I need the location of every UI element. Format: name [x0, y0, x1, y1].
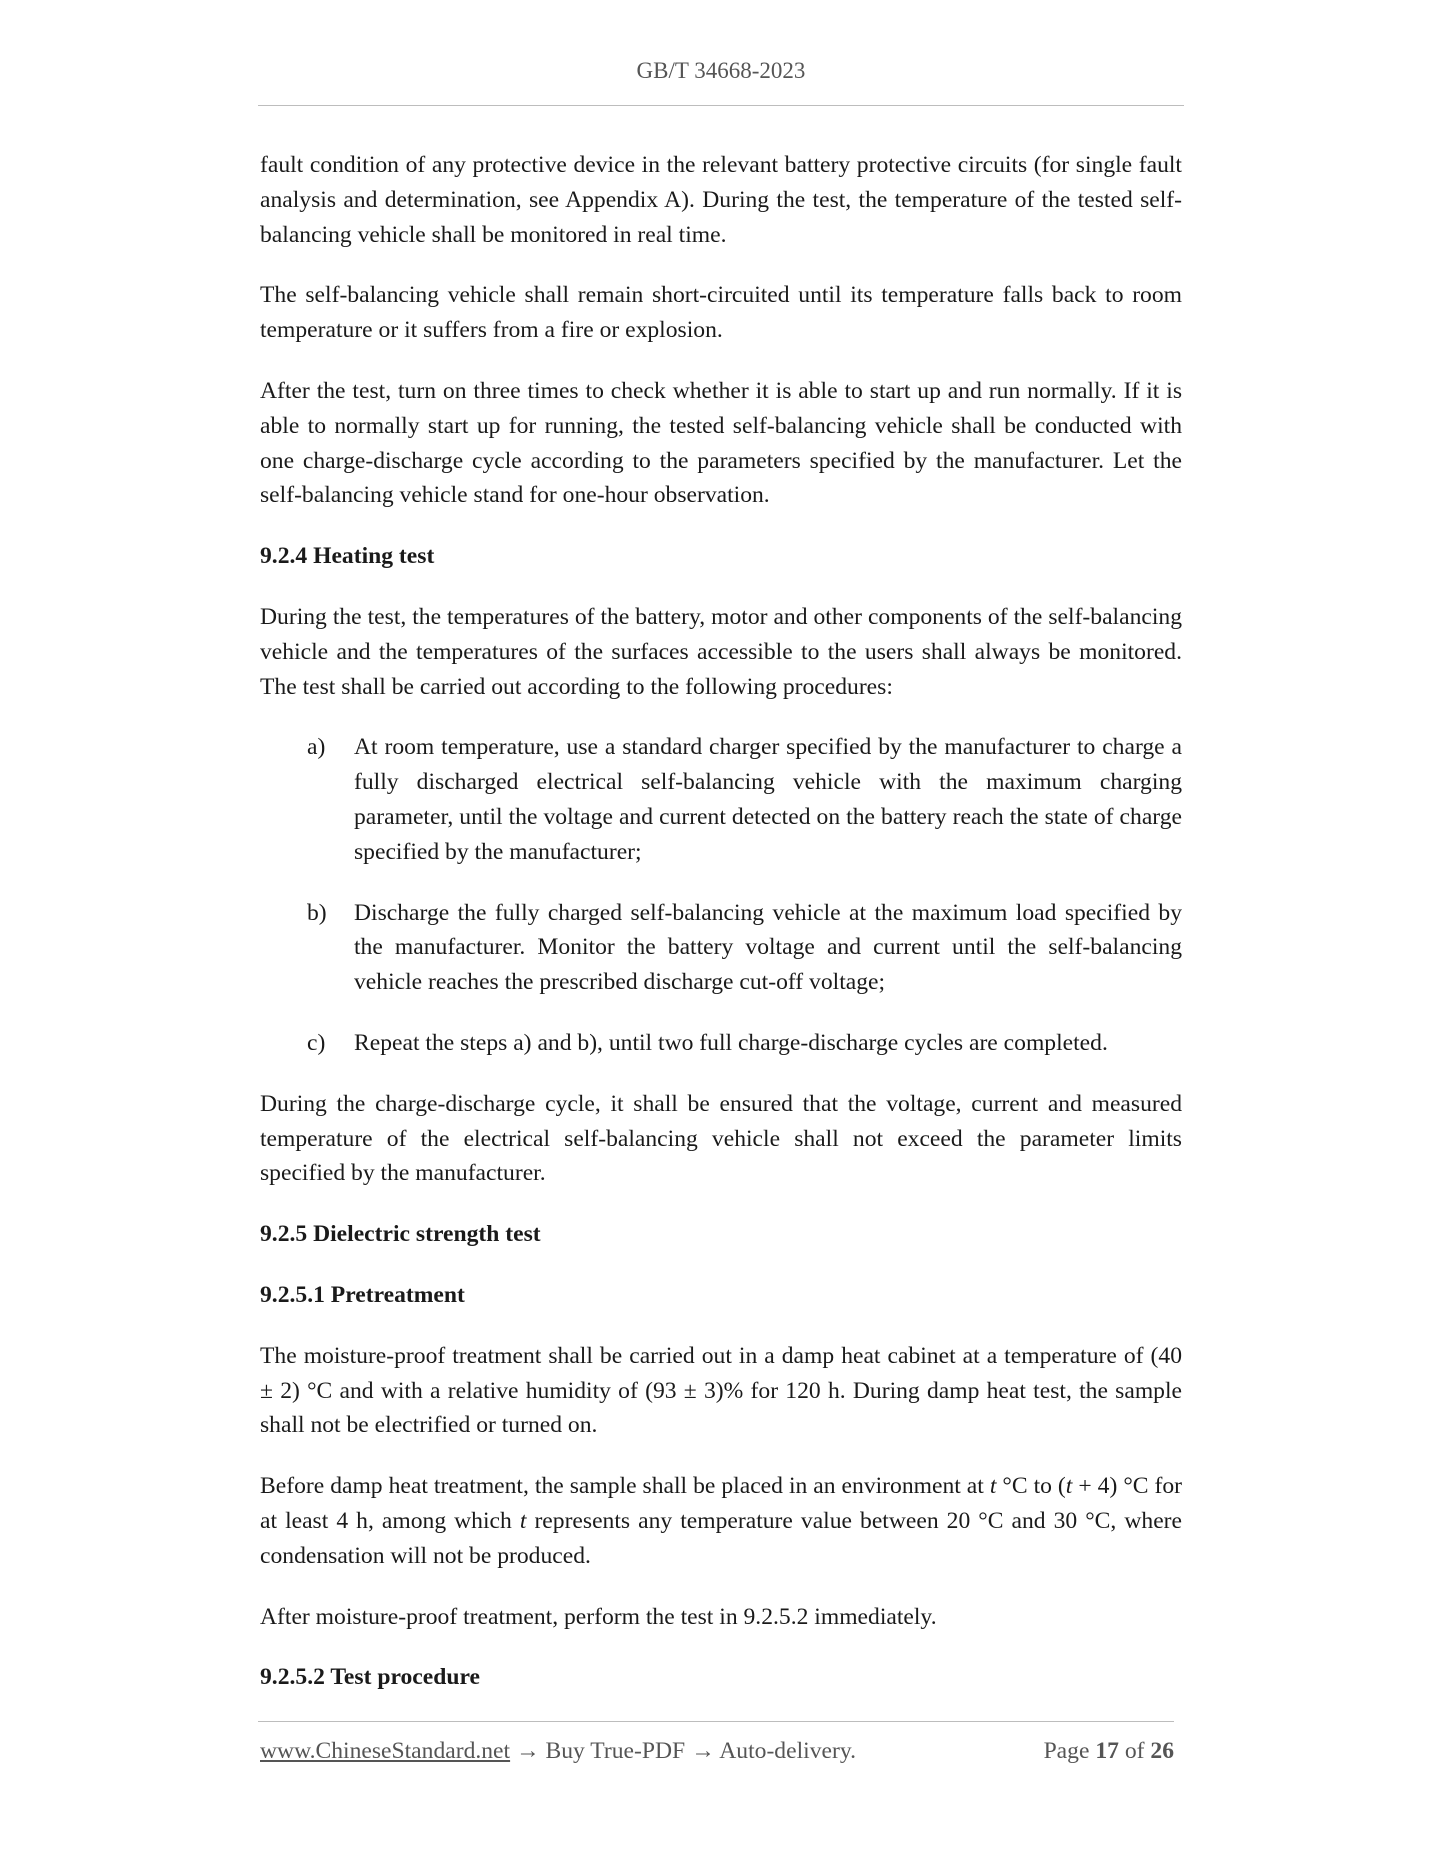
page-body: [260, 148, 1182, 1721]
paragraph-moisture-proof: The moisture-proof treatment shall be carried out in a damp heat cabinet at a temperature of (40 ± 2) °C and with a relative humidity of (93 ± 3)% for 120 h. During damp heat test, the sample shall not be electrified or turned on.: [260, 1342, 1182, 1439]
variable-t: t: [519, 1507, 527, 1534]
variable-t: t: [1065, 1473, 1073, 1500]
header-divider: [258, 105, 1184, 106]
paragraph-after-moisture: After moisture-proof treatment, perform the test in 9.2.5.2 immediately.: [260, 1603, 937, 1630]
text-run: + 4) °C for at least 4 h, among which: [260, 1473, 1183, 1534]
list-marker: c): [307, 1029, 326, 1056]
paragraph-fault-condition: fault condition of any protective device in the relevant battery protective circuits (for single fault analysis and determination, see Appendix A). During the test, the temperature of the tested self-balancing vehicle shall be monitored in real time.: [260, 152, 1182, 248]
list-item-b: [260, 896, 1182, 1000]
current-page: 17: [1095, 1738, 1119, 1764]
paragraph-after-test: After the test, turn on three times to check whether it is able to start up and run normally. If it is able to normally start up for running, the tested self-balancing vehicle shall be conducted with one charge-discharge cycle according to the parameters specified by the manufacturer. Let the self-balancing vehicle stand for one-hour observation.: [260, 377, 1182, 509]
page-label: Page: [1043, 1738, 1090, 1764]
list-text: Discharge the fully charged self-balancing vehicle at the maximum load specified by the manufacturer. Monitor the battery voltage and current until the self-balancing vehicle reaches the prescribed discharge cut-off voltage;: [354, 899, 1182, 996]
total-pages: 26: [1150, 1738, 1174, 1764]
footer-divider: [258, 1721, 1174, 1722]
paragraph-heating-intro: During the test, the temperatures of the battery, motor and other components of the self-balancing vehicle and the temperatures of the surfaces accessible to the users shall always be monitored. The test shall be carried out according to the following procedures:: [260, 603, 1182, 700]
website-link[interactable]: www.ChineseStandard.net: [260, 1738, 511, 1764]
list-item-a: [260, 730, 1182, 869]
arrow-right-icon: →: [691, 1738, 715, 1764]
of-label: of: [1124, 1738, 1145, 1764]
variable-t: t: [989, 1473, 997, 1500]
auto-delivery-text: Auto-delivery.: [719, 1738, 856, 1764]
list-marker: b): [307, 899, 327, 926]
footer-promo: [260, 1738, 856, 1765]
heading-9-2-5-1: 9.2.5.1 Pretreatment: [260, 1281, 465, 1308]
text-run: represents any temperature value between 20 °C and 30 °C, where condensation will not be produced.: [260, 1507, 1182, 1569]
arrow-right-icon: →: [516, 1738, 540, 1764]
paragraph-short-circuit: The self-balancing vehicle shall remain short-circuited until its temperature falls back to room temperature or it suffers from a fire or explosion.: [260, 282, 1182, 344]
list-marker: a): [307, 734, 326, 761]
text-run: Before damp heat treatment, the sample shall be placed in an environment at: [260, 1473, 990, 1500]
heading-9-2-5-2: 9.2.5.2 Test procedure: [260, 1664, 481, 1691]
page-number: [1044, 1738, 1174, 1765]
paragraph-charge-discharge: During the charge-discharge cycle, it shall be ensured that the voltage, current and measured temperature of the electrical self-balancing vehicle shall not exceed the parameter limits specified by the manufacturer.: [260, 1090, 1182, 1187]
paragraph-damp-heat: [260, 1469, 1182, 1573]
buy-pdf-text: Buy True-PDF: [545, 1738, 686, 1764]
text-run: °C to (: [996, 1473, 1066, 1500]
page-footer: [260, 1738, 1174, 1772]
heading-9-2-4: 9.2.4 Heating test: [260, 543, 435, 570]
list-text: Repeat the steps a) and b), until two full charge-discharge cycles are completed.: [354, 1029, 1108, 1056]
list-text: At room temperature, use a standard charger specified by the manufacturer to charge a fully discharged electrical self-balancing vehicle with the maximum charging parameter, until the voltage and current detected on the battery reach the state of charge specified by the manufacturer;: [354, 734, 1182, 865]
running-header: GB/T 34668-2023: [636, 58, 806, 83]
heading-9-2-5: 9.2.5 Dielectric strength test: [260, 1221, 541, 1248]
list-item-c: [260, 1026, 1182, 1061]
